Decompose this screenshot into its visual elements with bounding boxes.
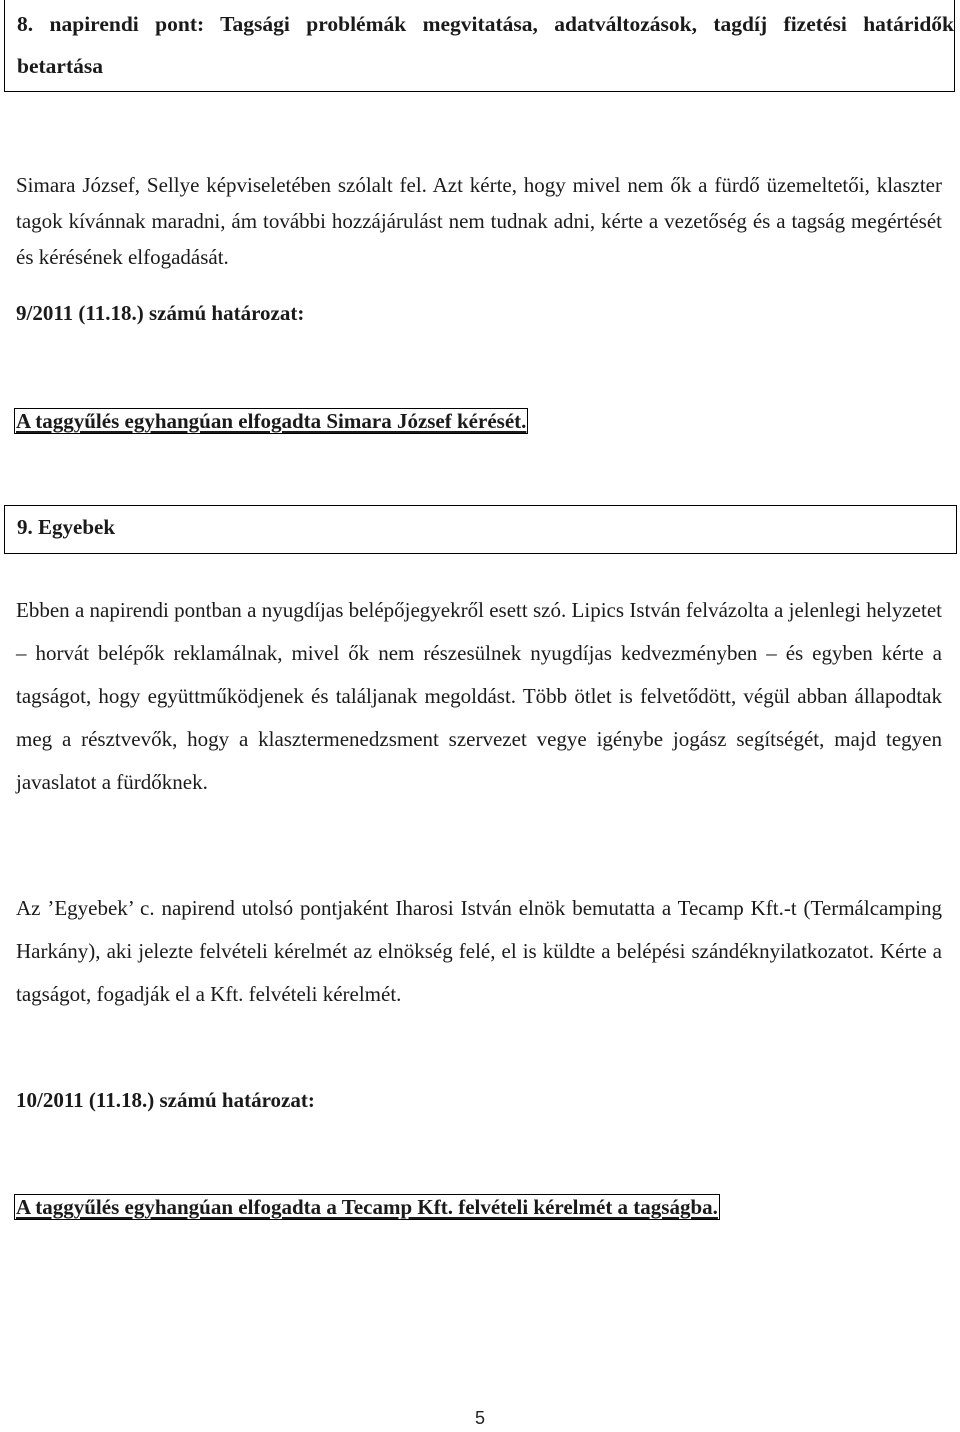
resolution-9-title: 9/2011 (11.18.) számú határozat: — [16, 301, 305, 325]
page-number: 5 — [474, 1408, 485, 1428]
section-9-heading-box — [4, 505, 957, 554]
resolution-9-box — [14, 408, 528, 434]
resolution-10-box — [14, 1194, 720, 1220]
resolution-10-title: 10/2011 (11.18.) számú határozat: — [16, 1088, 315, 1112]
section-8-heading: 8. napirendi pont: Tagsági problémák megvitatása, adatváltozások, tagdíj fizetési határidők betartása — [17, 12, 954, 78]
paragraph-simara-request: Simara József, Sellye képviseletében szólalt fel. Azt kérte, hogy mivel nem ők a fürdő üzemeltetői, klaszter tagok kívánnak maradni, ám további hozzájárulást nem tudnak adni, kérte a vezetőség és a tagság megértését és kérésének elfogadását. — [16, 173, 942, 269]
section-9-heading: 9. Egyebek — [17, 515, 116, 539]
resolution-10-text: A taggyűlés egyhangúan elfogadta a Tecamp Kft. felvételi kérelmét a tagságba. — [16, 1195, 718, 1219]
paragraph-tecamp-intro: Az ’Egyebek’ c. napirend utolsó pontjaként Iharosi István elnök bemutatta a Tecamp Kft.-t (Termálcamping Harkány), aki jelezte felvételi kérelmét az elnökség felé, el is küldte a belépési szándéknyilatkozatot. Kérte a tagságot, fogadják el a Kft. felvételi kérelmét. — [16, 896, 942, 1006]
paragraph-pensioner-tickets: Ebben a napirendi pontban a nyugdíjas belépőjegyekről esett szó. Lipics István felvázolta a jelenlegi helyzetet – horvát belépők reklamálnak, mivel ők nem részesülnek nyugdíjas kedvezményben – és egyben kérte a tagságot, hogy együttműködjenek és találjanak megoldást. Több ötlet is felvetődött, végül abban állapodtak meg a résztvevők, hogy a klasztermenedzsment szervezet vegye igénybe jogász segítségét, majd tegyen javaslatot a fürdőknek. — [16, 598, 942, 794]
section-8-heading-box — [4, 0, 955, 92]
resolution-9-text: A taggyűlés egyhangúan elfogadta Simara József kérését. — [16, 409, 527, 433]
